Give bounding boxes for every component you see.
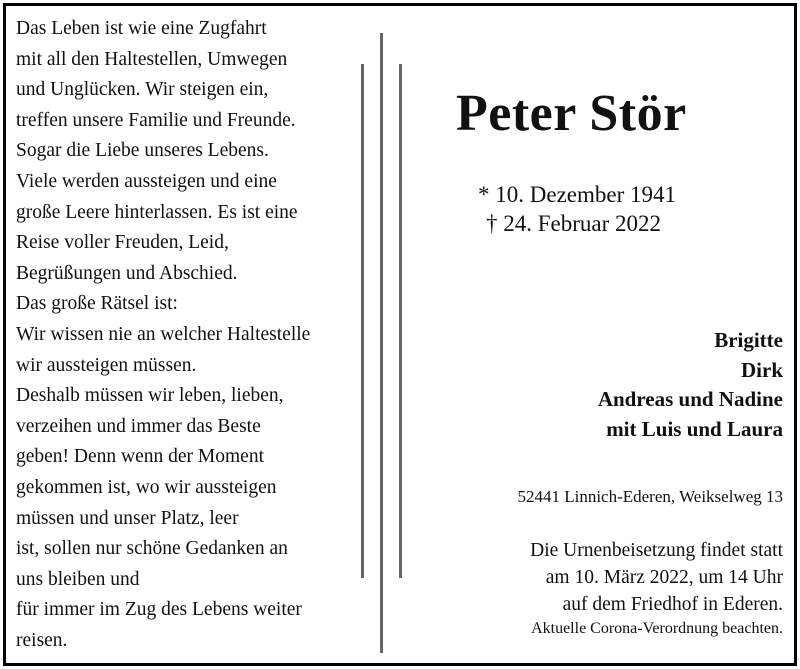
mourners-list <box>598 326 783 444</box>
poem-line: Sogar die Liebe unseres Lebens. <box>16 140 269 162</box>
poem-line: für immer im Zug des Lebens weiter <box>16 599 302 621</box>
poem <box>16 14 361 656</box>
poem-line: mit all den Haltestellen, Umwegen <box>16 48 288 70</box>
mourner: Andreas und Nadine <box>597 387 783 411</box>
divider-line-center <box>380 33 383 653</box>
divider-line-right <box>399 64 402 578</box>
poem-line: wir aussteigen müssen. <box>16 354 197 376</box>
poem-line: geben! Denn wenn der Moment <box>16 446 265 468</box>
poem-line: Viele werden aussteigen und eine <box>16 170 277 192</box>
mourner: mit Luis und Laura <box>606 416 783 441</box>
poem-line: reisen. <box>16 629 68 651</box>
poem-line: Deshalb müssen wir leben, lieben, <box>16 385 284 407</box>
funeral-notice <box>530 537 783 640</box>
funeral-line: am 10. März 2022, um 14 Uhr <box>545 567 783 588</box>
corona-note: Aktuelle Corona-Verordnung beachten. <box>531 620 783 637</box>
poem-line: Das große Rätsel ist: <box>16 293 178 315</box>
poem-line: Wir wissen nie an welcher Haltestelle <box>16 323 311 345</box>
funeral-line: Die Urnenbeisetzung findet statt <box>530 540 783 561</box>
poem-line: Das Leben ist wie eine Zugfahrt <box>16 18 267 39</box>
family-address: 52441 Linnich-Ederen, Weikselweg 13 <box>517 487 783 506</box>
mourner: Brigitte <box>714 328 783 352</box>
mourner: Dirk <box>741 357 783 382</box>
poem-line: müssen und unser Platz, leer <box>16 507 239 529</box>
funeral-line: auf dem Friedhof in Ederen. <box>562 594 783 615</box>
poem-line: Reise voller Freuden, Leid, <box>16 232 229 254</box>
divider-line-left <box>361 64 364 578</box>
poem-line: ist, sollen nur schöne Gedanken an <box>16 538 288 560</box>
poem-line: verzeihen und immer das Beste <box>16 415 261 437</box>
deceased-name: Peter Stör <box>456 85 687 142</box>
life-dates <box>478 180 676 238</box>
death-date: † 24. Februar 2022 <box>486 211 662 236</box>
birth-date: * 10. Dezember 1941 <box>478 182 676 207</box>
poem-line: und Unglücken. Wir steigen ein, <box>16 79 269 101</box>
poem-line: uns bleiben und <box>16 568 140 590</box>
poem-line: treffen unsere Familie und Freunde. <box>16 109 296 131</box>
poem-line: Begrüßungen und Abschied. <box>16 262 238 284</box>
poem-line: große Leere hinterlassen. Es ist eine <box>16 201 298 223</box>
poem-line: gekommen ist, wo wir aussteigen <box>16 476 277 498</box>
